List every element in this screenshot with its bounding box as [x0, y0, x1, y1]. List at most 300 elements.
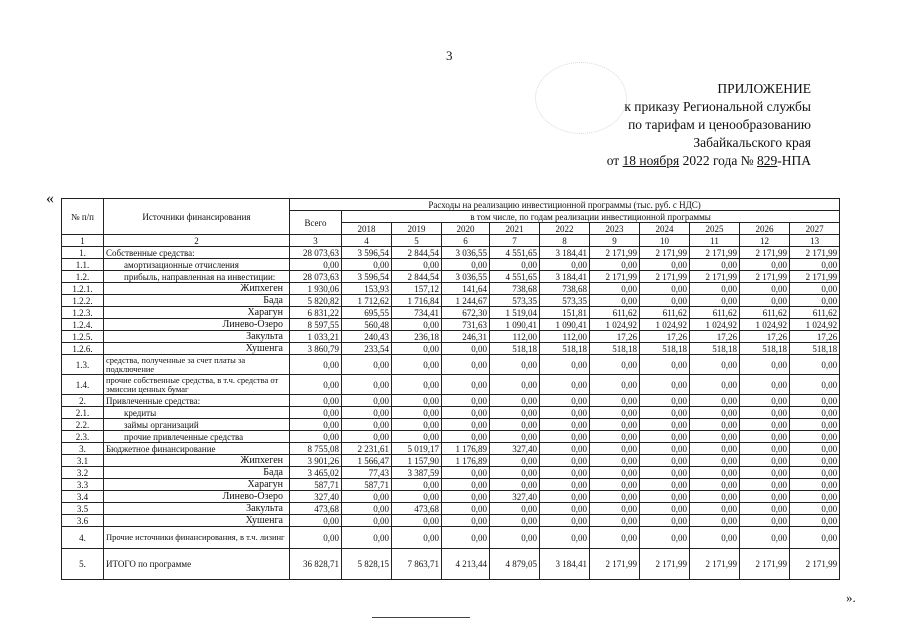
header-total: Всего — [290, 211, 342, 235]
row-total-value: 0,00 — [290, 527, 342, 549]
row-year-value: 0,00 — [790, 419, 840, 431]
row-year-value: 0,00 — [640, 467, 690, 479]
row-year-value: 0,00 — [540, 491, 590, 503]
row-source-name: ИТОГО по программе — [104, 549, 290, 580]
row-year-value: 0,00 — [392, 491, 442, 503]
row-total-value: 0,00 — [290, 515, 342, 527]
row-source-name: займы организаций — [104, 419, 290, 431]
row-year-value: 0,00 — [590, 375, 640, 395]
row-year-value: 0,00 — [740, 283, 790, 295]
row-year-value: 0,00 — [392, 431, 442, 443]
row-number: 1.3. — [62, 355, 104, 375]
row-year-value: 2 844,54 — [392, 271, 442, 283]
row-year-value: 0,00 — [490, 431, 540, 443]
row-year-value: 0,00 — [442, 407, 490, 419]
row-year-value: 0,00 — [540, 479, 590, 491]
row-year-value: 2 171,99 — [690, 247, 740, 259]
row-year-value: 0,00 — [342, 491, 392, 503]
row-year-value: 3 036,55 — [442, 247, 490, 259]
row-year-value: 0,00 — [442, 259, 490, 271]
row-year-value: 0,00 — [442, 479, 490, 491]
row-year-value: 0,00 — [392, 259, 442, 271]
row-source-name: амортизационные отчисления — [104, 259, 290, 271]
row-year-value: 0,00 — [392, 375, 442, 395]
row-year-value: 0,00 — [740, 431, 790, 443]
row-year-value: 2 171,99 — [740, 549, 790, 580]
table-row — [62, 247, 840, 259]
row-source-name: средства, полученные за счет платы за подключение — [104, 355, 290, 375]
row-year-value: 0,00 — [490, 375, 540, 395]
row-year-value: 611,62 — [740, 307, 790, 319]
row-year-value: 236,18 — [392, 331, 442, 343]
row-year-value: 1 024,92 — [690, 319, 740, 331]
row-year-value: 0,00 — [690, 259, 740, 271]
row-year-value: 0,00 — [590, 491, 640, 503]
row-number: 1.2.6. — [62, 343, 104, 355]
row-year-value: 0,00 — [590, 259, 640, 271]
row-year-value: 157,12 — [392, 283, 442, 295]
row-year-value: 0,00 — [690, 295, 740, 307]
row-year-value: 0,00 — [640, 455, 690, 467]
row-year-value: 3 596,54 — [342, 247, 392, 259]
row-total-value: 3 860,79 — [290, 343, 342, 355]
row-year-value: 327,40 — [490, 443, 540, 455]
row-year-value: 0,00 — [790, 259, 840, 271]
row-year-value: 0,00 — [490, 479, 540, 491]
row-year-value: 0,00 — [790, 503, 840, 515]
row-total-value: 3 465,02 — [290, 467, 342, 479]
row-year-value: 0,00 — [540, 259, 590, 271]
row-source-name: Харагун — [104, 307, 290, 319]
row-year-value: 0,00 — [640, 527, 690, 549]
row-year-value: 0,00 — [690, 503, 740, 515]
row-year-value: 0,00 — [590, 503, 640, 515]
column-number: 9 — [590, 235, 640, 247]
row-year-value: 3 387,59 — [392, 467, 442, 479]
header-year: 2018 — [342, 223, 392, 235]
row-year-value: 2 171,99 — [590, 271, 640, 283]
row-year-value: 518,18 — [740, 343, 790, 355]
row-year-value: 0,00 — [590, 295, 640, 307]
row-year-value: 327,40 — [490, 491, 540, 503]
row-source-name: Харагун — [104, 479, 290, 491]
row-year-value: 0,00 — [690, 395, 740, 407]
row-year-value: 17,26 — [740, 331, 790, 343]
column-number: 8 — [540, 235, 590, 247]
row-year-value: 3 596,54 — [342, 271, 392, 283]
row-number: 1.2.3. — [62, 307, 104, 319]
table-row — [62, 319, 840, 331]
column-number: 5 — [392, 235, 442, 247]
header-row — [62, 199, 840, 211]
table-row — [62, 431, 840, 443]
row-source-name: Жипхеген — [104, 283, 290, 295]
row-year-value: 518,18 — [540, 343, 590, 355]
header-year: 2022 — [540, 223, 590, 235]
order-number: 829 — [757, 153, 778, 168]
row-number: 1.4. — [62, 375, 104, 395]
row-year-value: 17,26 — [640, 331, 690, 343]
row-source-name: Линево-Озеро — [104, 491, 290, 503]
row-source-name: Прочие источники финансирования, в т.ч. лизинг — [104, 527, 290, 549]
row-number: 2.2. — [62, 419, 104, 431]
row-year-value: 2 231,61 — [342, 443, 392, 455]
row-total-value: 1 033,21 — [290, 331, 342, 343]
row-year-value: 0,00 — [590, 431, 640, 443]
row-source-name: Привлеченные средства: — [104, 395, 290, 407]
row-year-value: 0,00 — [490, 355, 540, 375]
row-year-value: 0,00 — [740, 295, 790, 307]
row-year-value: 0,00 — [490, 515, 540, 527]
row-year-value: 0,00 — [540, 407, 590, 419]
row-year-value: 0,00 — [342, 395, 392, 407]
row-year-value: 1 090,41 — [490, 319, 540, 331]
row-total-value: 0,00 — [290, 355, 342, 375]
financing-table — [61, 198, 840, 580]
row-year-value: 0,00 — [490, 395, 540, 407]
row-year-value: 3 036,55 — [442, 271, 490, 283]
row-year-value: 0,00 — [540, 395, 590, 407]
header-year: 2024 — [640, 223, 690, 235]
row-year-value: 518,18 — [640, 343, 690, 355]
row-year-value: 0,00 — [590, 455, 640, 467]
row-year-value: 2 171,99 — [590, 247, 640, 259]
row-year-value: 573,35 — [540, 295, 590, 307]
row-year-value: 0,00 — [442, 467, 490, 479]
row-number: 2.1. — [62, 407, 104, 419]
row-year-value: 0,00 — [690, 491, 740, 503]
row-year-value: 0,00 — [590, 419, 640, 431]
row-year-value: 17,26 — [790, 331, 840, 343]
column-number: 3 — [290, 235, 342, 247]
row-source-name: Закульта — [104, 503, 290, 515]
row-year-value: 0,00 — [342, 515, 392, 527]
column-number: 7 — [490, 235, 540, 247]
row-year-value: 0,00 — [540, 467, 590, 479]
row-year-value: 738,68 — [540, 283, 590, 295]
row-source-name: прибыль, направленная на инвестиции: — [104, 271, 290, 283]
column-number: 10 — [640, 235, 690, 247]
row-year-value: 0,00 — [590, 283, 640, 295]
row-source-name: Бада — [104, 467, 290, 479]
row-year-value: 0,00 — [790, 407, 840, 419]
table-row — [62, 395, 840, 407]
row-year-value: 0,00 — [392, 355, 442, 375]
row-number: 3.4 — [62, 491, 104, 503]
row-year-value: 0,00 — [392, 419, 442, 431]
row-year-value: 1 176,89 — [442, 443, 490, 455]
row-source-name: Жипхеген — [104, 455, 290, 467]
row-year-value: 0,00 — [490, 467, 540, 479]
row-year-value: 0,00 — [740, 491, 790, 503]
row-year-value: 0,00 — [790, 295, 840, 307]
row-year-value: 0,00 — [442, 515, 490, 527]
row-total-value: 8 755,08 — [290, 443, 342, 455]
row-year-value: 17,26 — [690, 331, 740, 343]
row-year-value: 611,62 — [590, 307, 640, 319]
row-year-value: 573,35 — [490, 295, 540, 307]
row-year-value: 0,00 — [540, 455, 590, 467]
row-year-value: 0,00 — [690, 527, 740, 549]
row-total-value: 327,40 — [290, 491, 342, 503]
row-total-value: 0,00 — [290, 259, 342, 271]
header-year: 2021 — [490, 223, 540, 235]
table-row — [62, 503, 840, 515]
row-year-value: 0,00 — [690, 283, 740, 295]
row-number: 3. — [62, 443, 104, 455]
column-numbers-row — [62, 235, 840, 247]
row-year-value: 695,55 — [342, 307, 392, 319]
row-year-value: 0,00 — [790, 467, 840, 479]
row-year-value: 0,00 — [342, 355, 392, 375]
row-year-value: 1 157,90 — [392, 455, 442, 467]
row-year-value: 1 244,67 — [442, 295, 490, 307]
row-year-value: 246,31 — [442, 331, 490, 343]
row-year-value: 112,00 — [540, 331, 590, 343]
column-number: 1 — [62, 235, 104, 247]
table-row — [62, 271, 840, 283]
row-year-value: 4 213,44 — [442, 549, 490, 580]
row-year-value: 0,00 — [690, 479, 740, 491]
table-row — [62, 549, 840, 580]
header-year: 2026 — [740, 223, 790, 235]
row-number: 1.1. — [62, 259, 104, 271]
row-total-value: 36 828,71 — [290, 549, 342, 580]
row-year-value: 518,18 — [590, 343, 640, 355]
row-year-value: 0,00 — [590, 407, 640, 419]
row-year-value: 734,41 — [392, 307, 442, 319]
row-year-value: 240,43 — [342, 331, 392, 343]
row-source-name: Линево-Озеро — [104, 319, 290, 331]
row-year-value: 0,00 — [442, 355, 490, 375]
row-year-value: 0,00 — [790, 527, 840, 549]
table-row — [62, 455, 840, 467]
row-year-value: 0,00 — [790, 395, 840, 407]
row-year-value: 518,18 — [790, 343, 840, 355]
page-number: 3 — [446, 48, 453, 63]
row-year-value: 5 019,17 — [392, 443, 442, 455]
row-year-value: 0,00 — [640, 355, 690, 375]
table-row — [62, 355, 840, 375]
row-year-value: 0,00 — [790, 491, 840, 503]
row-year-value: 2 171,99 — [640, 271, 690, 283]
column-number: 12 — [740, 235, 790, 247]
row-year-value: 0,00 — [540, 431, 590, 443]
row-year-value: 0,00 — [740, 527, 790, 549]
row-year-value: 0,00 — [640, 283, 690, 295]
row-year-value: 738,68 — [490, 283, 540, 295]
row-number: 1.2.2. — [62, 295, 104, 307]
row-year-value: 0,00 — [790, 431, 840, 443]
row-year-value: 587,71 — [342, 479, 392, 491]
row-year-value: 0,00 — [640, 407, 690, 419]
row-year-value: 0,00 — [590, 355, 640, 375]
row-number: 1.2.1. — [62, 283, 104, 295]
row-year-value: 0,00 — [740, 395, 790, 407]
row-year-value: 77,43 — [342, 467, 392, 479]
row-total-value: 28 073,63 — [290, 247, 342, 259]
row-year-value: 0,00 — [442, 395, 490, 407]
row-year-value: 2 171,99 — [790, 271, 840, 283]
row-year-value: 0,00 — [540, 443, 590, 455]
table-row — [62, 479, 840, 491]
row-source-name: Закульта — [104, 331, 290, 343]
row-year-value: 1 176,89 — [442, 455, 490, 467]
row-total-value: 473,68 — [290, 503, 342, 515]
opening-quote: « — [46, 190, 54, 207]
row-year-value: 0,00 — [442, 503, 490, 515]
row-year-value: 0,00 — [790, 375, 840, 395]
header-number: № п/п — [62, 199, 104, 235]
row-number: 3.6 — [62, 515, 104, 527]
row-year-value: 0,00 — [392, 319, 442, 331]
row-year-value: 0,00 — [342, 259, 392, 271]
row-year-value: 0,00 — [392, 407, 442, 419]
row-year-value: 0,00 — [640, 295, 690, 307]
row-year-value: 0,00 — [740, 419, 790, 431]
row-number: 5. — [62, 549, 104, 580]
row-year-value: 2 171,99 — [590, 549, 640, 580]
row-year-value: 0,00 — [640, 419, 690, 431]
row-year-value: 0,00 — [540, 375, 590, 395]
row-year-value: 3 184,41 — [540, 549, 590, 580]
row-year-value: 0,00 — [640, 515, 690, 527]
row-total-value: 6 831,22 — [290, 307, 342, 319]
row-year-value: 0,00 — [392, 479, 442, 491]
row-number: 2.3. — [62, 431, 104, 443]
table-row — [62, 443, 840, 455]
order-suffix: -НПА — [777, 153, 811, 168]
appendix-title: ПРИЛОЖЕНИЕ — [717, 81, 811, 96]
appendix-order-line — [551, 152, 811, 170]
row-year-value: 0,00 — [640, 395, 690, 407]
appendix-line: к приказу Региональной службы — [624, 99, 811, 114]
row-year-value: 0,00 — [790, 455, 840, 467]
row-year-value: 2 171,99 — [640, 549, 690, 580]
row-year-value: 0,00 — [690, 443, 740, 455]
row-year-value: 0,00 — [342, 527, 392, 549]
row-year-value: 1 519,04 — [490, 307, 540, 319]
row-year-value: 0,00 — [640, 503, 690, 515]
header-source: Источники финансирования — [104, 199, 290, 235]
row-year-value: 151,81 — [540, 307, 590, 319]
table-row — [62, 343, 840, 355]
row-year-value: 0,00 — [740, 455, 790, 467]
row-year-value: 611,62 — [640, 307, 690, 319]
table-row — [62, 527, 840, 549]
row-total-value: 0,00 — [290, 431, 342, 443]
table-row — [62, 259, 840, 271]
row-year-value: 4 879,05 — [490, 549, 540, 580]
row-year-value: 0,00 — [392, 515, 442, 527]
order-date: 18 ноября — [622, 153, 680, 168]
appendix-line: по тарифам и ценообразованию — [628, 117, 811, 132]
column-number: 13 — [790, 235, 840, 247]
row-source-name: Бюджетное финансирование — [104, 443, 290, 455]
row-number: 3.1 — [62, 455, 104, 467]
row-year-value: 0,00 — [540, 527, 590, 549]
row-year-value: 0,00 — [490, 455, 540, 467]
row-year-value: 672,30 — [442, 307, 490, 319]
table-row — [62, 407, 840, 419]
header-year: 2019 — [392, 223, 442, 235]
row-total-value: 8 597,55 — [290, 319, 342, 331]
row-source-name: прочие привлеченные средства — [104, 431, 290, 443]
row-year-value: 2 171,99 — [740, 247, 790, 259]
row-year-value: 0,00 — [342, 375, 392, 395]
row-number: 1.2.4. — [62, 319, 104, 331]
row-number: 1. — [62, 247, 104, 259]
header-year: 2025 — [690, 223, 740, 235]
header-by-years: в том числе, по годам реализации инвестиционной программы — [342, 211, 840, 223]
row-source-name: кредиты — [104, 407, 290, 419]
row-year-value: 2 171,99 — [790, 247, 840, 259]
row-year-value: 0,00 — [490, 503, 540, 515]
row-year-value: 0,00 — [392, 343, 442, 355]
row-year-value: 7 863,71 — [392, 549, 442, 580]
header-year: 2020 — [442, 223, 490, 235]
row-year-value: 1 566,47 — [342, 455, 392, 467]
row-number: 3.3 — [62, 479, 104, 491]
row-year-value: 0,00 — [740, 503, 790, 515]
row-year-value: 0,00 — [590, 527, 640, 549]
row-number: 3.5 — [62, 503, 104, 515]
row-number: 1.2.5. — [62, 331, 104, 343]
row-year-value: 611,62 — [790, 307, 840, 319]
row-year-value: 0,00 — [490, 527, 540, 549]
row-year-value: 1 024,92 — [740, 319, 790, 331]
row-year-value: 0,00 — [342, 407, 392, 419]
row-year-value: 0,00 — [540, 419, 590, 431]
row-year-value: 0,00 — [540, 515, 590, 527]
row-year-value: 0,00 — [690, 407, 740, 419]
row-source-name: Бада — [104, 295, 290, 307]
row-year-value: 0,00 — [640, 375, 690, 395]
row-year-value: 0,00 — [590, 443, 640, 455]
row-number: 3.2 — [62, 467, 104, 479]
row-year-value: 0,00 — [490, 419, 540, 431]
row-year-value: 0,00 — [640, 259, 690, 271]
row-year-value: 0,00 — [442, 419, 490, 431]
row-year-value: 0,00 — [740, 259, 790, 271]
column-number: 11 — [690, 235, 740, 247]
row-total-value: 0,00 — [290, 407, 342, 419]
table-row — [62, 331, 840, 343]
table-row — [62, 307, 840, 319]
row-year-value: 0,00 — [442, 343, 490, 355]
row-year-value: 0,00 — [392, 527, 442, 549]
row-total-value: 0,00 — [290, 395, 342, 407]
table-row — [62, 283, 840, 295]
appendix-header — [551, 80, 811, 170]
row-year-value: 2 171,99 — [690, 549, 740, 580]
row-year-value: 0,00 — [392, 395, 442, 407]
appendix-line: Забайкальского края — [693, 135, 811, 150]
row-year-value: 0,00 — [640, 431, 690, 443]
row-year-value: 0,00 — [442, 431, 490, 443]
row-number: 2. — [62, 395, 104, 407]
row-year-value: 0,00 — [590, 515, 640, 527]
table-row — [62, 295, 840, 307]
row-year-value: 0,00 — [690, 419, 740, 431]
row-year-value: 0,00 — [540, 355, 590, 375]
header-expenses: Расходы на реализацию инвестиционной программы (тыс. руб. с НДС) — [290, 199, 840, 211]
row-total-value: 28 073,63 — [290, 271, 342, 283]
row-year-value: 2 171,99 — [640, 247, 690, 259]
row-year-value: 1 024,92 — [790, 319, 840, 331]
row-year-value: 518,18 — [490, 343, 540, 355]
row-year-value: 560,48 — [342, 319, 392, 331]
